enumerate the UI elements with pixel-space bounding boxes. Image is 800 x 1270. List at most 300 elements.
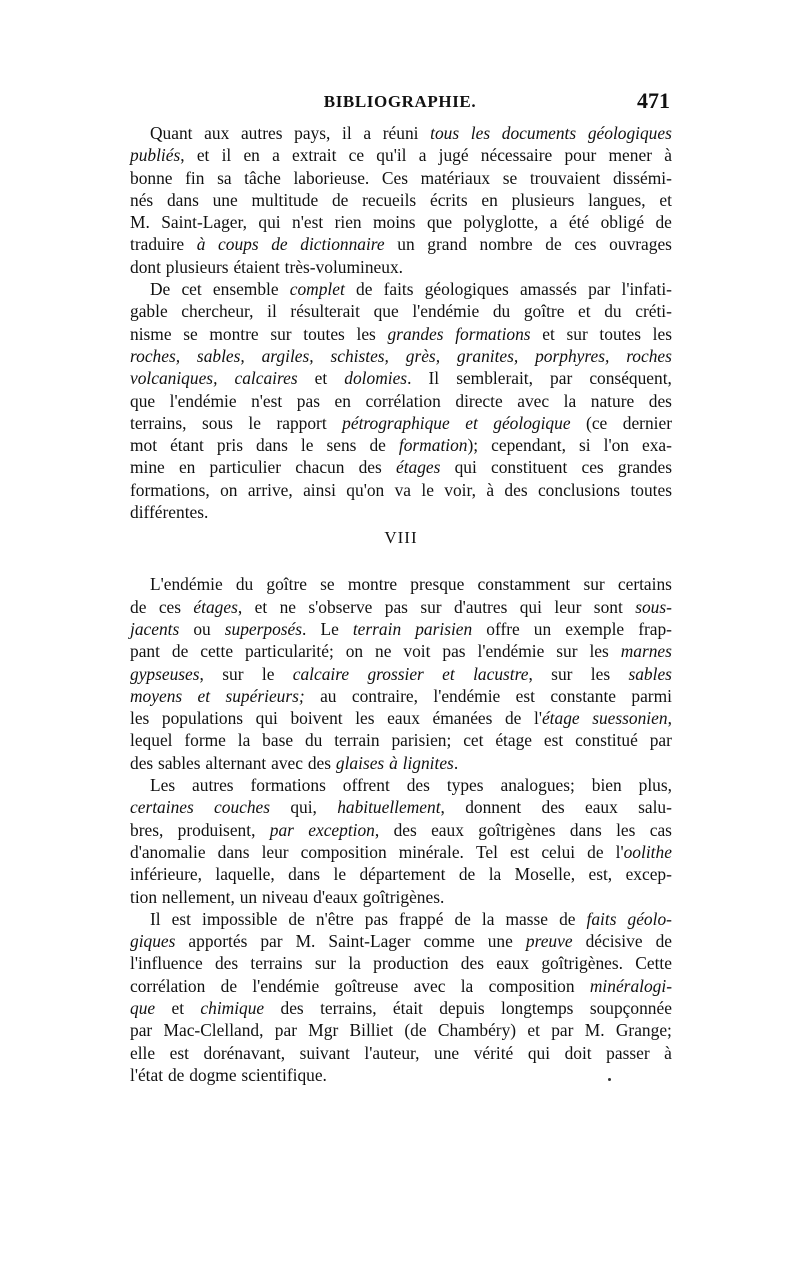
text-run: de [655,212,672,233]
word [130,930,175,952]
text-run: et [465,412,478,433]
text-run: chercheur, [181,301,254,322]
text-run: les [590,663,611,684]
word [589,367,672,389]
text-line [130,618,672,640]
text-run: gypseuses [130,663,200,684]
text-run: des [214,953,239,974]
text-run: géologiques [587,123,672,143]
text-run: L'endémie [150,574,223,595]
text-run: différentes. [130,502,209,523]
word [290,300,360,322]
text-run: les [356,323,376,344]
text-run: cet [463,730,484,751]
text-run: pas [442,641,466,662]
text-run: arrive, [247,479,293,500]
text-run: Il [150,908,161,929]
word [618,573,672,595]
text-run: sur [420,596,442,617]
text-run: frap- [638,618,672,639]
word [315,367,328,389]
text-run: des [541,797,565,818]
word [150,774,175,796]
text-run: les [470,123,491,143]
text-run: minérale. [398,841,464,862]
text-run: département [359,864,446,885]
word [454,908,470,930]
text-run: l'on [603,435,629,456]
text-run: sur [566,323,588,344]
text-run: aux [204,123,230,143]
word [528,1042,550,1064]
text-run: formations [455,323,531,344]
text-run: nellement, [161,886,235,907]
text-run: étage [541,708,580,729]
word [431,819,464,841]
text-run: rapport [276,412,327,433]
word [399,908,443,930]
text-run: par [130,1020,153,1041]
word [130,1064,163,1086]
text-run: est [509,841,530,862]
word [587,908,617,930]
text-line [130,729,672,751]
word [166,256,229,278]
text-run: populations [161,708,244,729]
word [592,774,622,796]
text-run: . [407,368,412,389]
word [130,501,208,523]
word [659,189,672,211]
text-run: glaises [335,752,385,773]
text-line [130,211,672,233]
text-run: , [237,596,243,617]
text-run: terrains [250,953,303,974]
text-run: tion [130,886,158,907]
text-run: Billiet [349,1020,394,1041]
word [653,323,672,345]
text-run: ne [279,596,296,617]
word [502,122,576,144]
word [266,573,307,595]
word [164,1019,264,1041]
text-run: de [171,641,189,662]
word [586,412,607,434]
text-run: contraire, [351,685,418,706]
word [293,663,349,685]
word [130,729,173,751]
text-run: nécessaire [480,145,553,166]
word [248,479,293,501]
text-run: dogme [189,1064,237,1085]
word [159,596,181,618]
text-run: suivant [299,1042,350,1063]
word [130,685,182,707]
text-run: donnent [465,797,522,818]
word [374,300,399,322]
text-line [130,1064,672,1086]
text-run: Il [428,368,440,389]
word [250,952,302,974]
word [301,434,314,456]
text-run: avec [271,752,303,773]
word [478,819,555,841]
word [399,434,478,456]
word [245,640,334,662]
text-run: ces [574,234,597,255]
text-run: écrits [429,189,468,210]
text-run: forme [184,730,226,751]
text-run: corrélation [130,975,206,996]
text-line [130,367,672,389]
text-run: la [237,730,251,751]
paragraph [130,278,672,523]
word [455,323,530,345]
word [588,863,612,885]
word [292,211,323,233]
word [664,144,672,166]
word [220,479,237,501]
text-run: par [274,1020,297,1041]
word [373,211,416,233]
word [162,886,235,908]
text-run: plus, [638,775,672,796]
text-run: qui, [290,797,317,818]
word [294,122,330,144]
text-run: bien [591,775,622,796]
text-run: dissémi- [612,167,672,188]
word [512,189,575,211]
word [272,144,280,166]
text-run: d'autres [453,596,508,617]
text-run: de [458,864,476,885]
word [308,596,372,618]
word [342,122,352,144]
word [130,144,185,166]
text-run: Moselle, [514,864,576,885]
word [202,412,233,434]
text-run: . [302,618,307,639]
word [465,412,478,434]
text-run: que [373,301,399,322]
word [308,752,331,774]
word [300,233,384,255]
word [439,997,484,1019]
word [635,952,672,974]
text-line [130,997,672,1019]
word [335,390,351,412]
text-run: a [418,145,427,166]
text-run: bonne [130,167,173,188]
word [130,752,153,774]
text-line [130,256,672,278]
text-run: constitué [575,730,638,751]
word [271,233,287,255]
word [496,952,529,974]
text-run: Quant [150,123,193,143]
word [456,367,533,389]
word [406,345,440,367]
text-run: ne [375,641,392,662]
text-run: extrait [292,145,337,166]
text-run: parisien; [391,730,452,751]
text-run: à [389,752,398,773]
text-line [130,345,672,367]
word [394,819,417,841]
text-run: grossier [367,663,424,684]
word [178,819,256,841]
word [353,618,401,640]
word [335,211,362,233]
word [635,596,672,618]
word [205,752,266,774]
word [609,233,672,255]
text-run: un [239,886,258,907]
text-run: et [196,145,210,166]
word [501,997,573,1019]
text-run: se [502,167,518,188]
word [320,997,377,1019]
text-run: et [659,189,672,210]
text-run: particulier [209,457,282,478]
text-run: à [664,145,672,166]
word [262,841,289,863]
text-run: traduire [130,234,185,255]
text-line [130,908,672,930]
word [589,640,608,662]
word [535,345,609,367]
word [315,952,336,974]
word [541,952,623,974]
word [389,752,398,774]
word [233,256,279,278]
word [461,952,484,974]
text-run: (ce [586,412,608,433]
text-line [130,323,672,345]
word [162,707,243,729]
word [425,278,509,300]
word [569,211,589,233]
word [305,729,322,751]
word [599,323,641,345]
text-run: de [545,234,562,255]
word [238,729,251,751]
text-line [130,122,672,144]
text-run: leur [261,841,289,862]
text-run: dans [166,189,199,210]
text-run: dont [130,256,161,277]
word [465,796,521,818]
word [454,596,507,618]
word [587,841,603,863]
word [130,640,160,662]
word [664,1042,672,1064]
word [488,930,513,952]
word [516,685,535,707]
word [270,323,291,345]
text-run: grès, [405,345,441,366]
word [301,841,387,863]
text-run: grandes [387,323,444,344]
word [623,412,672,434]
text-run: d'anomalie [130,841,206,862]
text-run: production [373,953,449,974]
word [442,663,455,685]
word [403,640,430,662]
word [363,122,371,144]
word [442,640,465,662]
ink-speck [608,1078,611,1081]
text-run: par [550,368,573,389]
word [455,390,502,412]
text-run: cependant, [491,435,566,456]
word [591,390,634,412]
word [262,345,314,367]
text-run: avec [413,975,446,996]
text-line [130,434,672,456]
text-run: était [392,997,423,1018]
text-run: terrains, [320,997,377,1018]
word [604,300,621,322]
text-line [130,952,672,974]
word [588,189,645,211]
text-line [130,841,672,863]
page-number: 471 [637,88,670,113]
text-run: à [664,1042,672,1063]
text-run: Mgr [308,1020,339,1041]
word [545,233,561,255]
word [430,122,459,144]
word [130,997,155,1019]
text-run: qui [527,1042,551,1063]
text-run: sous- [635,596,672,617]
word [407,774,430,796]
text-run: voit [403,641,431,662]
word [158,752,201,774]
text-run: sur [556,641,578,662]
word [477,640,544,662]
word [566,323,587,345]
word [332,189,348,211]
text-line [130,573,672,595]
text-run: et [542,323,555,344]
text-run: en [334,390,351,411]
text-run: sens [326,435,357,456]
word [363,886,445,908]
text-run: se [183,323,198,344]
word [130,479,210,501]
word [542,323,555,345]
text-run: Grange; [615,1020,672,1041]
text-run: réuni [382,123,419,143]
word [326,434,356,456]
word [236,573,253,595]
word [506,908,549,930]
text-run: cet [181,279,202,300]
word [193,596,242,618]
text-run: frappé [399,908,444,929]
word [130,434,157,456]
text-run: sables [158,752,201,773]
word [369,434,385,456]
word [427,233,467,255]
word [626,863,672,885]
text-run: sont [593,596,623,617]
word [204,122,229,144]
word [215,863,274,885]
text-run: une [212,189,238,210]
text-run: la [488,864,502,885]
word [262,663,275,685]
word [542,796,565,818]
word [130,256,161,278]
word [130,819,163,841]
word [638,796,672,818]
text-run: plusieurs [511,189,575,210]
text-run: l'infati- [621,279,672,300]
text-run: sur [222,663,244,684]
text-line [130,640,672,662]
word [473,663,533,685]
text-run: est [171,908,191,929]
text-run: formation [398,435,468,456]
text-run: des [280,997,304,1018]
word [500,774,574,796]
text-run: et [254,596,268,617]
text-run: Le [320,618,339,639]
text-run: a [549,212,558,233]
text-run: ensemble [212,279,279,300]
word [320,618,338,640]
text-run: polyglotte, [463,212,539,233]
word [170,1042,189,1064]
text-run: lequel [130,730,173,751]
word [570,819,602,841]
word [130,345,180,367]
text-line [130,412,672,434]
text-run: est [543,730,564,751]
word [621,640,672,662]
word [541,841,575,863]
text-run: pas [364,908,388,929]
text-run: grand [427,234,467,255]
text-run: impossible [202,908,278,929]
word [258,211,280,233]
text-run: particularité; [244,641,334,662]
text-run: du [235,574,254,595]
text-run: mine [130,457,165,478]
word [495,729,532,751]
text-line [130,390,672,412]
word [355,707,374,729]
text-run: dorénavant, [203,1042,286,1063]
page-body [130,122,672,1086]
word [200,997,264,1019]
text-run: sous [201,412,233,433]
text-run: toutes [303,323,345,344]
word [478,573,571,595]
text-run: la [348,953,361,974]
word [564,144,596,166]
text-run: les [652,323,672,344]
text-run: ce [348,145,365,166]
word [285,256,403,278]
word [503,167,518,189]
text-run: le [248,412,261,433]
text-run: n'est [251,390,283,411]
text-run: le [421,479,434,500]
text-run: . [453,752,459,773]
